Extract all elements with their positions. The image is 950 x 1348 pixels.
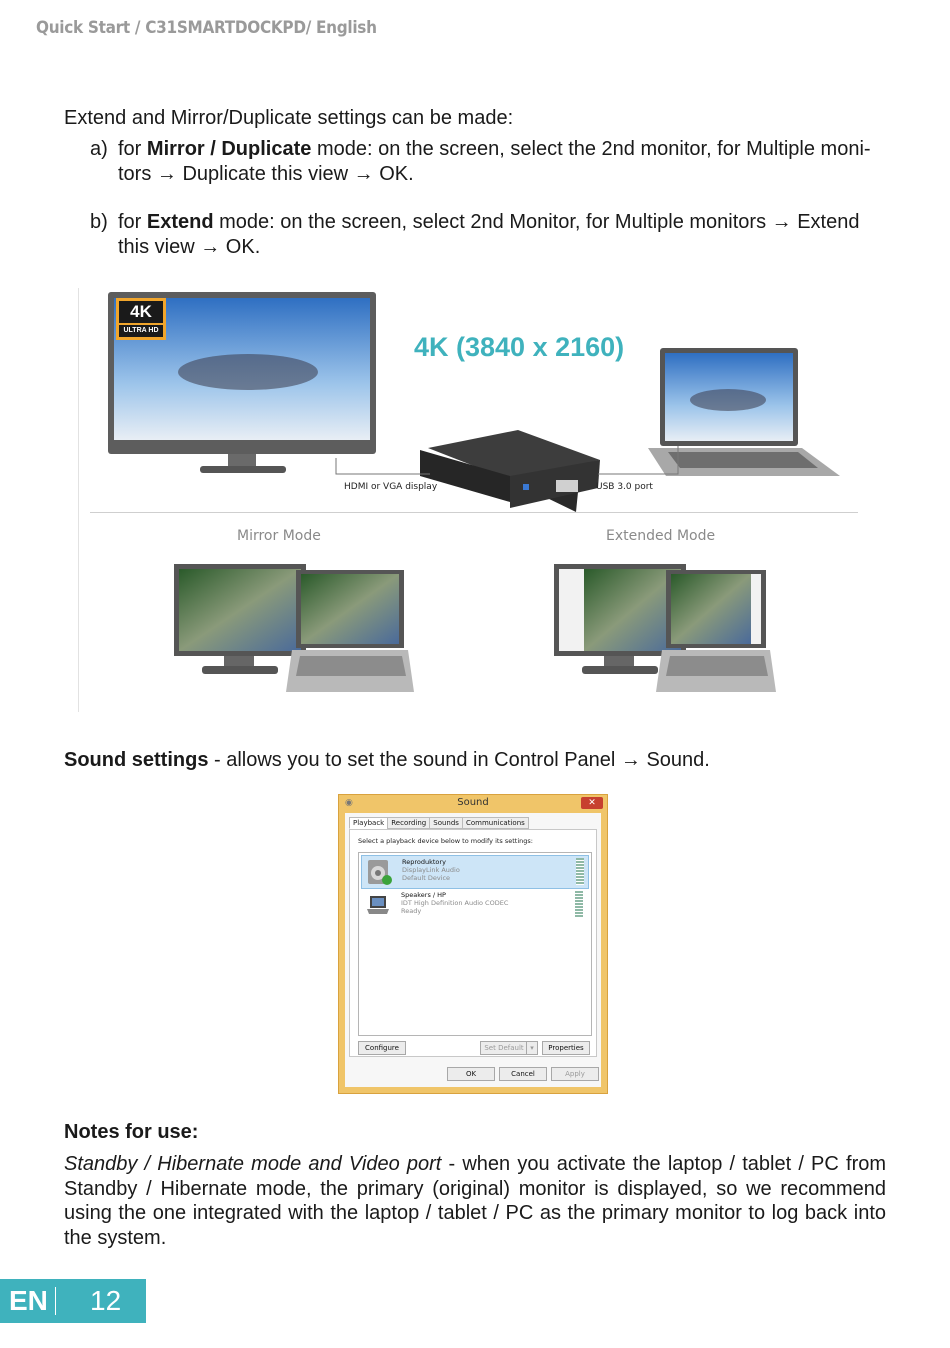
sound-bold: Sound settings [64,749,209,771]
page-footer [0,1279,146,1323]
device-driver: IDT High Definition Audio CODEC [401,899,509,907]
speaker-device-icon [366,859,392,885]
laptop-device-icon [365,892,391,918]
notes-text: - when you activate the laptop / tablet / PC from Standby / Hibernate mode, the primary (original) monitor is displayed, so we recommend using the one integrated with the laptop / tablet / PC as the primary monitor to log back into the system. [64,1153,887,1249]
extended-mode-label: Extended Mode [606,528,716,544]
list-item [90,137,886,186]
device-status: Ready [401,907,422,915]
list-marker: b) [90,211,108,233]
speaker-icon: ◉ [345,798,353,808]
laptop-icon [648,348,840,476]
docking-station-icon [418,430,600,512]
close-button[interactable]: ✕ [581,797,603,809]
list-marker: a) [90,138,108,160]
intro-text: Extend and Mirror/Duplicate settings can be made: [64,107,514,129]
cancel-button[interactable]: Cancel [499,1067,547,1081]
set-default-dropdown[interactable]: ▾ [526,1041,538,1055]
playback-panel [349,829,597,1057]
resolution-label: 4K (3840 x 2160) [414,332,625,362]
divider [55,1287,56,1315]
tab-bar [349,817,528,829]
extended-mode-illustration [554,564,776,692]
device-status: Default Device [402,874,451,882]
sound-paragraph [64,748,710,773]
device-list [358,852,592,1036]
badge-ultrahd: ULTRA HD [123,327,159,334]
set-default-button[interactable]: Set Default [480,1041,528,1055]
page-number: 12 [90,1285,122,1316]
list-text: mode: on the screen, select 2nd Monitor, for Multiple monitors → Extend this view → OK. [118,211,860,258]
badge-4k: 4K [130,302,152,321]
notes-italic: Standby / Hibernate mode and Video port [64,1153,442,1175]
configure-button[interactable]: Configure [358,1041,406,1055]
level-meter [575,891,583,918]
mirror-mode-illustration [174,564,414,692]
list-text: for [118,138,147,160]
list-item[interactable] [361,855,589,889]
list-bold: Extend [146,211,214,233]
device-driver: DisplayLink Audio [402,866,460,874]
tab-playback[interactable]: Playback [349,817,388,829]
device-name: Speakers / HP [401,891,446,899]
tab-communications[interactable]: Communications [462,817,529,829]
hdmi-label: HDMI or VGA display [344,482,438,492]
panel-hint: Select a playback device below to modify its settings: [358,837,533,845]
device-name: Reproduktory [402,858,446,866]
usb-label: USB 3.0 port [596,482,653,492]
list-text: mode: on the screen, select the 2nd monitor, for Multiple moni-tors → Duplicate this view → OK. [118,138,871,185]
connection-diagram [78,280,868,712]
language-code: EN [9,1285,48,1316]
list-bold: Mirror / Duplicate [146,138,312,160]
apply-button[interactable]: Apply [551,1067,599,1081]
notes-paragraph [64,1152,886,1250]
dialog-body [345,813,601,1087]
tab-recording[interactable]: Recording [387,817,430,829]
level-meter [576,858,584,885]
list-text: for [118,211,147,233]
list-item[interactable] [361,889,587,921]
dialog-title: Sound [457,797,489,808]
tab-sounds[interactable]: Sounds [429,817,463,829]
page-header: Quick Start / C31SMARTDOCKPD/ English [36,18,377,38]
mirror-mode-label: Mirror Mode [237,528,321,544]
sound-dialog [338,794,608,1094]
properties-button[interactable]: Properties [542,1041,590,1055]
sound-text: - allows you to set the sound in Control Panel → Sound. [208,749,710,771]
notes-heading: Notes for use: [64,1121,199,1143]
ok-button[interactable]: OK [447,1067,495,1081]
divider [90,512,858,513]
list-item [90,210,886,259]
